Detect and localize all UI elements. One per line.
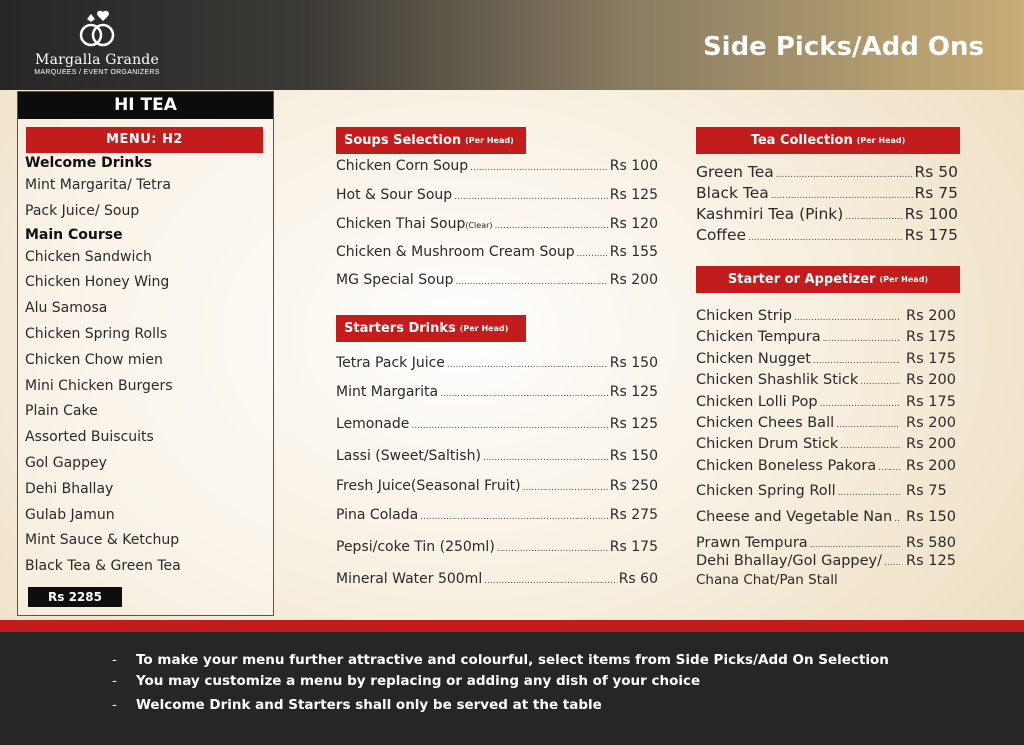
- item-name-text: Chicken Spring Roll: [696, 483, 836, 499]
- starter-row: [696, 308, 960, 324]
- drink-name: [336, 539, 495, 555]
- soup-price: Rs 125: [609, 187, 658, 203]
- item-name-text: Chicken Nugget: [696, 351, 811, 367]
- item-name-text: Prawn Tempura: [696, 535, 808, 551]
- dot-leader: [840, 441, 900, 451]
- dot-leader: [411, 421, 607, 431]
- dot-leader: [878, 463, 900, 473]
- item-name-text: Chicken Drum Stick: [696, 436, 839, 452]
- drink-price: Rs 150: [609, 355, 658, 371]
- starter-name: [696, 394, 818, 410]
- starter-name: [696, 351, 811, 367]
- item-name-text: Chicken Corn Soup: [336, 158, 469, 174]
- dot-leader: [776, 170, 913, 180]
- dot-leader: [820, 399, 900, 409]
- hi-tea-panel: [17, 91, 274, 616]
- soup-price: Rs 155: [609, 244, 658, 260]
- soups-title: Soups Selection: [344, 133, 462, 148]
- dot-leader: [845, 212, 902, 222]
- dot-leader: [440, 389, 608, 399]
- drink-row: [336, 539, 658, 555]
- drink-name: [336, 416, 409, 432]
- drink-price: Rs 125: [609, 416, 658, 432]
- hi-tea-item: Gol Gappey: [25, 454, 107, 471]
- starter-row: [696, 329, 960, 345]
- hi-tea-item: Alu Samosa: [25, 300, 108, 317]
- drink-price: Rs 150: [609, 448, 658, 464]
- hi-tea-item: Chicken Chow mien: [25, 351, 163, 368]
- starter-name: [696, 535, 808, 551]
- item-name-text: MG Special Soup: [336, 272, 454, 288]
- brand-name: Margalla Grande: [35, 52, 159, 68]
- dot-leader: [577, 249, 608, 259]
- drink-name: [336, 384, 438, 400]
- tea-price: Rs 50: [914, 163, 958, 181]
- starter-row: [696, 509, 960, 525]
- footer-red-band: [0, 620, 1024, 632]
- hi-tea-item: Mint Sauce & Ketchup: [25, 532, 180, 549]
- item-name-text: Dehi Bhallay/Gol Gappey/: [696, 553, 883, 569]
- drink-price: Rs 125: [609, 384, 658, 400]
- dot-leader: [447, 360, 608, 370]
- starter-price: Rs 200: [906, 372, 956, 388]
- starter-price: Rs 175: [906, 394, 956, 410]
- item-name-text: Cheese and Vegetable Nan: [696, 509, 893, 525]
- item-name-text: Kashmiri Tea (Pink): [696, 205, 844, 223]
- hi-tea-item: Mini Chicken Burgers: [25, 377, 173, 394]
- starter-price: Rs 200: [906, 415, 956, 431]
- starter-drinks-per-head: (Per Head): [459, 324, 509, 333]
- starter-row: [696, 394, 960, 410]
- soup-name: [336, 244, 575, 260]
- item-name-text: Black Tea: [696, 184, 769, 202]
- hi-tea-item: Assorted Buiscuits: [25, 429, 154, 446]
- item-name-text: Chicken Chees Ball: [696, 415, 835, 431]
- starter-drinks-title: Starters Drinks: [344, 321, 456, 336]
- soup-price: Rs 100: [609, 158, 658, 174]
- hi-tea-item: Chicken Sandwich: [25, 248, 152, 265]
- hi-tea-item: Pack Juice/ Soup: [25, 202, 140, 219]
- starter-price: Rs 200: [906, 436, 956, 452]
- starter-row: [696, 535, 960, 551]
- item-name-text: Chicken Shashlik Stick: [696, 372, 859, 388]
- soup-name: [336, 158, 468, 174]
- drink-row: [336, 416, 658, 432]
- soup-row: [336, 244, 658, 260]
- starter-name: [696, 509, 892, 525]
- hi-tea-section-heading: Welcome Drinks: [25, 155, 153, 171]
- item-name-text: Coffee: [696, 226, 747, 244]
- starter-row: [696, 553, 960, 569]
- item-name-text: Hot & Sour Soup: [336, 187, 453, 203]
- drink-row: [336, 478, 658, 494]
- tea-row: [696, 226, 958, 244]
- tea-row: [696, 205, 958, 223]
- starters-title: Starter or Appetizer: [727, 272, 876, 287]
- starter-name: [696, 553, 882, 569]
- item-name-text: Fresh Juice(Seasonal Fruit): [336, 478, 521, 494]
- starter-price: Rs 200: [906, 458, 956, 474]
- item-name-text: Pepsi/coke Tin (250ml): [336, 539, 495, 555]
- item-name-text: Chicken Boneless Pakora: [696, 458, 877, 474]
- item-name-text: Chicken Tempura: [696, 329, 821, 345]
- hi-tea-item: Chicken Honey Wing: [25, 274, 170, 291]
- item-name-text: Chicken Lolli Pop: [696, 394, 818, 410]
- item-name-text: Pina Colada: [336, 507, 419, 523]
- item-name-text: Chicken & Mushroom Cream Soup: [336, 244, 575, 260]
- soups-per-head: (Per Head): [465, 136, 514, 145]
- drink-name: [336, 571, 482, 587]
- drink-name: [336, 507, 418, 523]
- tea-name: [696, 163, 774, 181]
- tea-section-header: [696, 127, 960, 154]
- starter-row: [696, 351, 960, 367]
- drink-name: [336, 355, 445, 371]
- dot-leader: [838, 488, 900, 498]
- dot-leader: [497, 544, 608, 554]
- starter-row: [696, 372, 960, 388]
- page-title: Side Picks/Add Ons: [702, 32, 984, 62]
- starter-name: [696, 483, 836, 499]
- item-note: (Clear): [465, 221, 493, 230]
- tea-price: Rs 175: [904, 226, 958, 244]
- dot-leader: [495, 221, 608, 231]
- hi-tea-item: Plain Cake: [25, 403, 98, 420]
- soup-row: [336, 216, 658, 232]
- tea-title: Tea Collection: [750, 133, 853, 148]
- note-text: You may customize a menu by replacing or adding any dish of your choice: [136, 673, 701, 689]
- hi-tea-item: Mint Margarita/ Tetra: [25, 177, 171, 193]
- drink-name: [336, 448, 481, 464]
- dot-leader: [823, 334, 900, 344]
- starter-price: Rs 125: [906, 553, 956, 569]
- soup-row: [336, 158, 658, 174]
- starter-price: Rs 75: [906, 483, 947, 499]
- note-item: - To make your menu further attractive and colourful, select items from Side Picks/Add On Selection: [112, 652, 889, 668]
- dot-leader: [894, 514, 900, 524]
- item-name-text: Chicken Strip: [696, 308, 792, 324]
- hi-tea-item: Chicken Spring Rolls: [25, 325, 168, 342]
- starter-row: [696, 458, 960, 474]
- hi-tea-section-heading: Main Course: [25, 226, 123, 243]
- tea-per-head: (Per Head): [856, 136, 906, 145]
- starters-extra-line: Chana Chat/Pan Stall: [696, 572, 838, 588]
- starter-price: Rs 150: [906, 509, 956, 525]
- hi-tea-title: HI TEA: [18, 92, 273, 119]
- dot-leader: [836, 420, 900, 430]
- starter-price: Rs 175: [906, 329, 956, 345]
- drink-row: [336, 355, 658, 371]
- starter-row: [696, 415, 960, 431]
- dot-leader: [810, 540, 900, 550]
- soup-price: Rs 120: [609, 216, 658, 232]
- drink-price: Rs 60: [618, 571, 658, 587]
- drink-row: [336, 448, 658, 464]
- dot-leader: [884, 558, 900, 568]
- tea-row: [696, 184, 958, 202]
- dot-leader: [470, 163, 608, 173]
- rings-logo-icon: [67, 10, 127, 50]
- menu-code-label: MENU: H2: [26, 127, 263, 153]
- tea-name: [696, 226, 746, 244]
- dot-leader: [420, 512, 608, 522]
- drink-price: Rs 175: [609, 539, 658, 555]
- hi-tea-price-badge: Rs 2285: [28, 587, 122, 607]
- starters-per-head: (Per Head): [879, 275, 929, 284]
- dot-leader: [484, 576, 616, 586]
- hi-tea-item: Black Tea & Green Tea: [25, 558, 181, 575]
- dot-leader: [771, 191, 913, 201]
- starter-name: [696, 329, 821, 345]
- starters-section-header: [696, 266, 960, 293]
- soup-name: [336, 187, 452, 203]
- brand-logo: [22, 10, 172, 76]
- dot-leader: [455, 277, 607, 287]
- starter-name: [696, 436, 838, 452]
- starter-price: Rs 200: [906, 308, 956, 324]
- drink-price: Rs 275: [609, 507, 658, 523]
- starter-price: Rs 175: [906, 351, 956, 367]
- drink-row: [336, 571, 658, 587]
- footer-notes: [0, 632, 1024, 745]
- tea-name: [696, 184, 769, 202]
- item-name-text: Tetra Pack Juice: [336, 355, 445, 371]
- starter-name: [696, 372, 858, 388]
- note-item: - Welcome Drink and Starters shall only be served at the table: [112, 697, 602, 713]
- tea-price: Rs 100: [904, 205, 958, 223]
- soups-section-header: [336, 127, 526, 154]
- starter-name: [696, 415, 834, 431]
- item-name-text: Chicken Thai Soup: [336, 216, 466, 232]
- item-name-text: Mineral Water 500ml: [336, 571, 483, 587]
- dot-leader: [748, 233, 903, 243]
- tea-name: [696, 205, 843, 223]
- note-text: To make your menu further attractive and colourful, select items from Side Picks/Add On Selection: [136, 652, 889, 668]
- soup-price: Rs 200: [609, 272, 658, 288]
- starter-row: [696, 483, 960, 499]
- dot-leader: [523, 483, 608, 493]
- soup-name: [336, 216, 493, 232]
- note-text: Welcome Drink and Starters shall only be served at the table: [136, 697, 602, 713]
- soup-row: [336, 187, 658, 203]
- drink-row: [336, 384, 658, 400]
- dot-leader: [794, 313, 900, 323]
- starter-price: Rs 580: [906, 535, 956, 551]
- brand-tagline: MARQUEES / EVENT ORGANIZERS: [34, 69, 160, 76]
- hi-tea-item: Gulab Jamun: [25, 506, 115, 523]
- dot-leader: [483, 453, 608, 463]
- tea-price: Rs 75: [914, 184, 958, 202]
- soup-name: [336, 272, 453, 288]
- dot-leader: [813, 356, 900, 366]
- starter-name: [696, 458, 876, 474]
- header-banner: [0, 0, 1024, 90]
- hi-tea-item: Dehi Bhallay: [25, 480, 114, 497]
- starter-row: [696, 436, 960, 452]
- item-name-text: Mint Margarita: [336, 384, 439, 400]
- starter-name: [696, 308, 792, 324]
- starter-drinks-section-header: [336, 315, 526, 342]
- tea-row: [696, 163, 958, 181]
- drink-price: Rs 250: [609, 478, 658, 494]
- item-name-text: Lassi (Sweet/Saltish): [336, 448, 481, 464]
- item-name-text: Green Tea: [696, 163, 774, 181]
- item-name-text: Lemonade: [336, 416, 410, 432]
- dot-leader: [860, 377, 900, 387]
- note-item: - You may customize a menu by replacing or adding any dish of your choice: [112, 673, 701, 689]
- dot-leader: [454, 192, 608, 202]
- hi-tea-items: [25, 153, 265, 580]
- soup-row: [336, 272, 658, 288]
- drink-name: [336, 478, 521, 494]
- drink-row: [336, 507, 658, 523]
